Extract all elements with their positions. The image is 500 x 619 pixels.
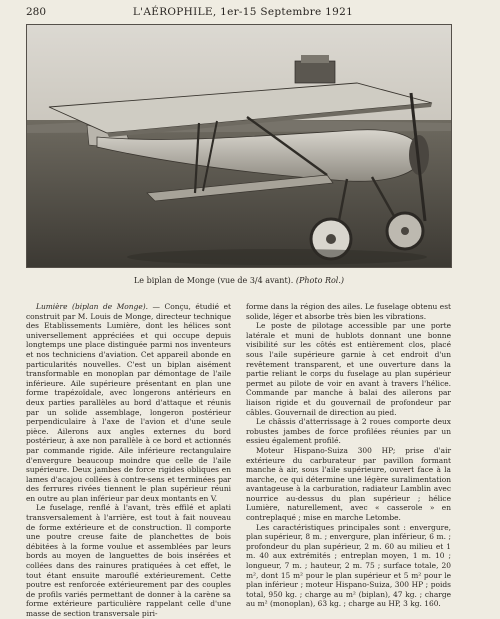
paragraph: Le fuselage, renflé à l'avant, très effilé et aplati transversalement à l'arrière, est tout à fait nouveau de forme extérieure et de construction. Il comporte une poutre creuse faite de planchettes de bois débitées à la forme voulue et assemblées par leurs bords au moyen de languettes de bois insérées et collées dans des rainures pratiquées à cet effet, le tout étant ensuite marouflé extérieurement. Cette poutre est renforcée extérieurement par des couples de profils variés permettant de donner à la carène sa forme extérieure particulière rappelant celle d'une masse de section transversale piri- [26,503,231,618]
entry-body: — Conçu, étudié et construit par M. Louis de Monge, directeur technique des Etablissements Lumière, dont les hélices sont universellement appréciées et qui occupe depuis longtemps une place distinguée parmi nos inventeurs et nos techniciens d'aviation. Cet appareil abonde en particularités nouvelles. C'est un biplan aisément transformable en monoplan par démontage de l'aile inférieure. Aile supérieure présentant en plan une forme trapézoïdale, avec longerons antérieurs en deux parties parallèles au bord d'attaque et réunis par un solide assemblage, longeron postérieur perpendiculaire à l'axe de l'avion et d'une seule pièce. Ailerons aux angles externes du bord postérieur, à axe non parallèle à ce bord et actionnés par commande rigide. Aile inférieure rectangulaire d'envergure beaucoup moindre que celle de l'aile supérieure. Deux jambes de force rigides obliques en lames d'acajou collées à contre-sens et terminées par des ferrures rivées tiennent le plan supérieur réuni en outre au plan inférieur par deux montants en V. [26,302,231,503]
aircraft-photo [26,24,452,268]
wheel-hub-right [401,227,409,235]
paragraph: forme dans la région des ailes. Le fuselage obtenu est solide, léger et absorbe très bien les vibrations. [246,302,451,321]
caption-main: Le biplan de Monge (vue de 3/4 avant). [133,276,294,285]
article-column-right [246,302,451,609]
paragraph: Les caractéristiques principales sont : envergure, plan supérieur, 8 m. ; envergure, plan inférieur, 6 m. ; profondeur du plan supérieur, 2 m. 60 au milieu et 1 m. 40 aux extrémités ; entreplan moyen, 1 m. 10 ; longueur, 7 m. ; hauteur, 2 m. 75 ; surface totale, 20 m², dont 15 m² pour le plan supérieur et 5 m² pour le plan inférieur ; moteur Hispano-Suiza, 300 HP ; poids total, 950 kg. ; charge au m² (biplan), 47 kg. ; charge au m² (monoplan), 63 kg. ; charge au HP, 3 kg. 160. [246,522,451,609]
entry-title: Lumière (biplan de Monge). [36,302,149,311]
article-column-left [26,302,231,619]
caption-credit: (Photo Rol.) [295,276,344,285]
radiator [295,61,335,83]
wheel-hub-left [326,234,336,244]
paragraph: Le châssis d'atterrissage à 2 roues comporte deux robustes jambes de force profilées réunies par un essieu également profilé. [246,417,451,446]
radiator-cap [301,55,329,63]
figure-caption [26,276,452,285]
paragraph: Le poste de pilotage accessible par une porte latérale et muni de hublots donnant une bonne visibilité sur les côtés est entièrement clos, placé sous l'aile supérieure garnie à cet endroit d'un revêtement transparent, et une ouverture dans la partie reliant le corps du fuselage au plan supérieur permet au pilote de voir en avant à travers l'hélice. Commande par manche à balai des ailerons par liaison rigide et du gouvernail de profondeur par câbles. Gouvernail de direction au pied. [246,321,451,417]
running-head: L'AÉROPHILE, 1er-15 Septembre 1921 [132,6,354,18]
ground-shadow [127,249,427,265]
page-number: 280 [26,6,47,18]
paragraph [26,302,231,503]
paragraph: Moteur Hispano-Suiza 300 HP; prise d'air extérieure du carburateur par pavillon formant manche à air, sous l'aile supérieure, ouvert face à la marche, ce qui détermine une légère suralimentation avantageuse à la carburation, radiateur Lamblin avec nourrice au-dessus du plan supérieur ; hélice Lumière, naturellement, avec « casserole » en contreplaqué ; mise en marche Letombe. [246,445,451,523]
biplane-illustration [27,25,451,267]
page-header [26,6,460,22]
